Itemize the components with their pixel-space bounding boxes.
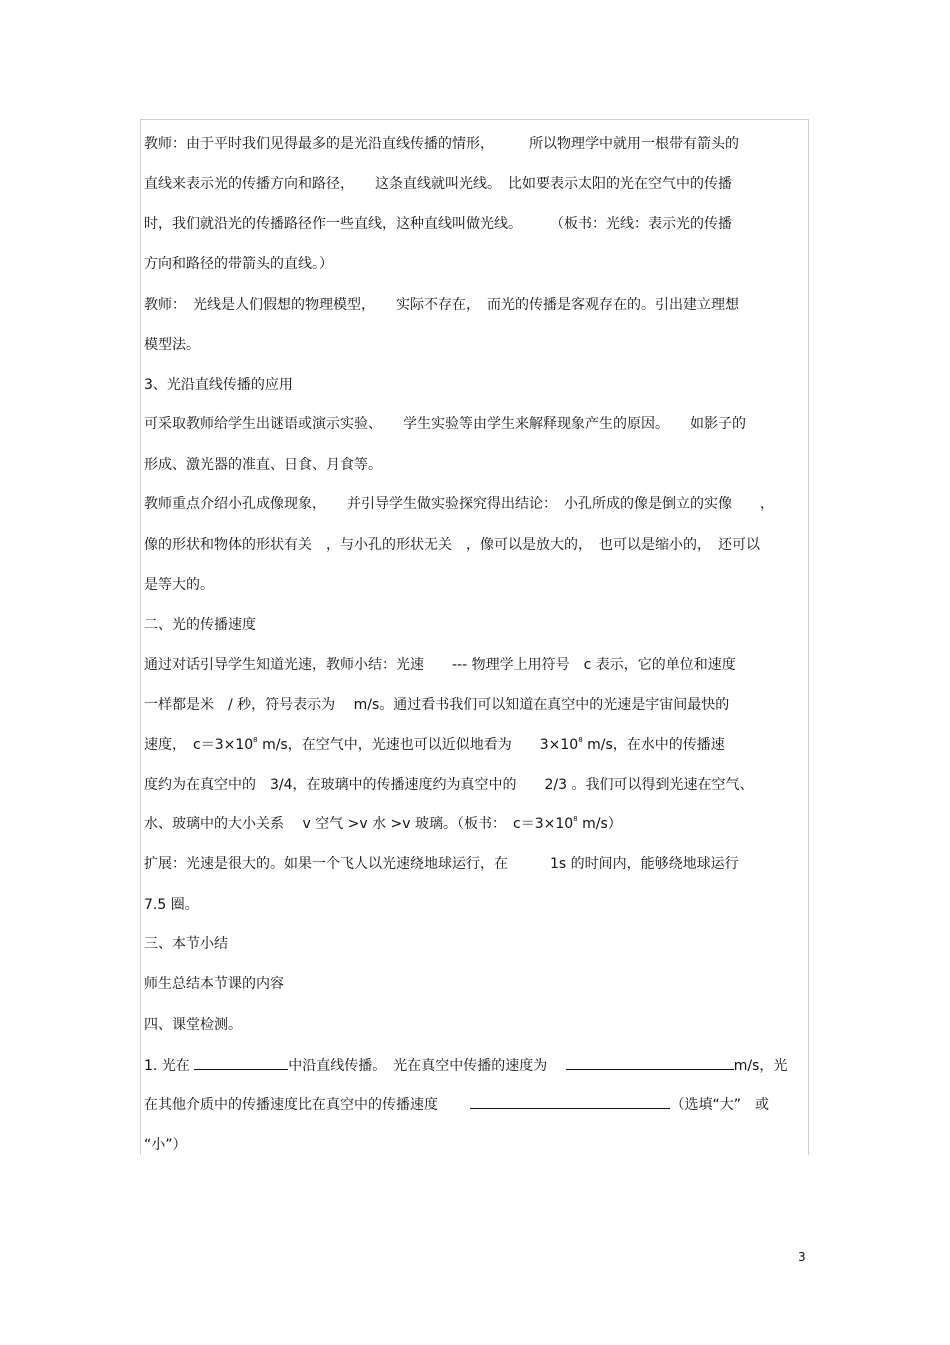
exponent: 8 xyxy=(578,736,583,744)
text-line: 直线来表示光的传播方向和路径， 这条直线就叫光线。 比如要表示太阳的光在空气中的传播 xyxy=(144,176,732,192)
question-line xyxy=(144,1094,769,1116)
section-heading: 3、光沿直线传播的应用 xyxy=(144,377,293,393)
text-line: 7.5 圈。 xyxy=(144,897,199,913)
text-line: 模型法。 xyxy=(144,337,200,353)
section-heading: 三、本节小结 xyxy=(144,936,228,952)
text-fragment: 速度， c＝3×10 xyxy=(144,737,254,753)
text-line: 形成、激光器的准直、日食、月食等。 xyxy=(144,457,382,473)
text-line xyxy=(144,734,725,756)
text-line: 教师重点介绍小孔成像现象， 并引导学生做实验探究得出结论： 小孔所成的像是倒立的实像 ， xyxy=(144,496,774,512)
exponent: 8 xyxy=(253,736,258,744)
question-line xyxy=(144,1055,787,1077)
text-line: 扩展：光速是很大的。如果一个飞人以光速绕地球运行，在 1s 的时间内，能够绕地球运行 xyxy=(144,856,739,872)
text-line: 教师：由于平时我们见得最多的是光沿直线传播的情形， 所以物理学中就用一根带有箭头的 xyxy=(144,136,739,152)
text-fragment: m/s，在水中的传播速 xyxy=(582,737,725,753)
text-line xyxy=(144,813,622,835)
text-line: 是等大的。 xyxy=(144,577,214,593)
text-line: 可采取教师给学生出谜语或演示实验、 学生实验等由学生来解释现象产生的原因。 如影子的 xyxy=(144,416,746,432)
text-fragment: m/s） xyxy=(577,816,622,832)
text-fragment: 水、玻璃中的大小关系 v 空气 >v 水 >v 玻璃。（板书： c＝3×10 xyxy=(144,816,574,832)
text-line: 师生总结本节课的内容 xyxy=(144,976,284,992)
text-fragment: 在其他介质中的传播速度比在真空中的传播速度 xyxy=(144,1097,471,1113)
text-fragment: m/s，光 xyxy=(733,1058,788,1074)
text-fragment: （选填“大” 或 xyxy=(670,1097,769,1113)
section-heading: 二、光的传播速度 xyxy=(144,617,256,633)
text-line: 一样都是米 / 秒，符号表示为 m/s。通过看书我们可以知道在真空中的光速是宇宙间最快的 xyxy=(144,697,730,713)
answer-blank[interactable] xyxy=(194,1055,288,1070)
text-fragment: 1. 光在 xyxy=(144,1058,195,1074)
page-number: 3 xyxy=(798,1250,806,1264)
text-line: 方向和路径的带箭头的直线。） xyxy=(144,256,333,272)
text-line: 通过对话引导学生知道光速，教师小结：光速 --- 物理学上用符号 c 表示，它的单位和速度 xyxy=(144,657,736,673)
text-fragment: m/s，在空气中，光速也可以近似地看为 3×10 xyxy=(257,737,579,753)
exponent: 8 xyxy=(573,815,578,823)
text-fragment: 中沿直线传播。 光在真空中传播的速度为 xyxy=(288,1058,566,1074)
question-line: “小”） xyxy=(144,1137,187,1153)
text-line: 像的形状和物体的形状有关 ，与小孔的形状无关 ，像可以是放大的， 也可以是缩小的， 还可以 xyxy=(144,537,760,553)
answer-blank[interactable] xyxy=(566,1055,734,1070)
section-heading: 四、课堂检测。 xyxy=(144,1017,242,1033)
text-line: 教师： 光线是人们假想的物理模型， 实际不存在， 而光的传播是客观存在的。引出建立理想 xyxy=(144,297,739,313)
answer-blank[interactable] xyxy=(470,1094,670,1109)
text-line: 时，我们就沿光的传播路径作一些直线，这种直线叫做光线。 （板书：光线：表示光的传播 xyxy=(144,216,732,232)
text-line: 度约为在真空中的 3/4，在玻璃中的传播速度约为真空中的 2/3 。我们可以得到光速在空气、 xyxy=(144,777,754,793)
